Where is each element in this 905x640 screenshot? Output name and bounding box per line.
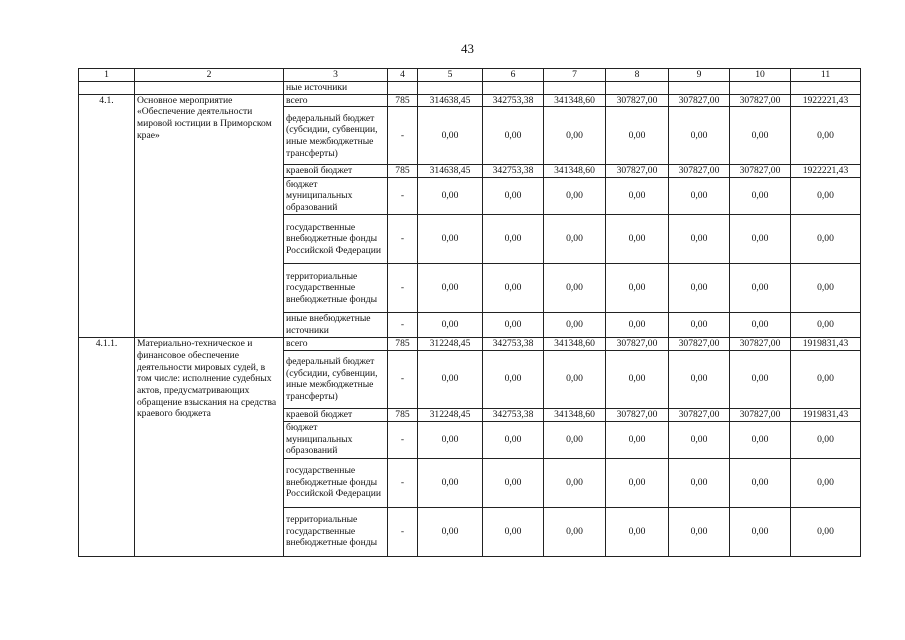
year-amount: 0,00 (730, 215, 791, 264)
total-amount: 1922221,43 (791, 94, 861, 107)
year-amount: 0,00 (483, 421, 544, 458)
year-amount: 0,00 (606, 507, 669, 556)
empty-cell (606, 82, 669, 95)
budget-code: 785 (388, 338, 418, 351)
year-amount: 342753,38 (483, 94, 544, 107)
year-amount: 0,00 (606, 421, 669, 458)
budget-table (78, 68, 861, 557)
year-amount: 342753,38 (483, 165, 544, 178)
year-amount: 0,00 (483, 507, 544, 556)
year-amount: 0,00 (544, 178, 606, 215)
year-amount: 307827,00 (730, 338, 791, 351)
column-number-1: 1 (79, 69, 135, 82)
funding-source: всего (284, 94, 388, 107)
budget-code: 785 (388, 408, 418, 421)
year-amount: 0,00 (730, 458, 791, 507)
year-amount: 312248,45 (418, 408, 483, 421)
total-amount: 0,00 (791, 507, 861, 556)
year-amount: 0,00 (483, 107, 544, 165)
column-number-header-row (79, 69, 861, 82)
budget-code: 785 (388, 165, 418, 178)
budget-code: - (388, 350, 418, 408)
budget-code: - (388, 507, 418, 556)
year-amount: 0,00 (730, 421, 791, 458)
year-amount: 0,00 (669, 313, 730, 338)
year-amount: 0,00 (669, 178, 730, 215)
year-amount: 0,00 (544, 458, 606, 507)
total-amount: 0,00 (791, 458, 861, 507)
year-amount: 0,00 (669, 421, 730, 458)
year-amount: 0,00 (483, 458, 544, 507)
column-number-3: 3 (284, 69, 388, 82)
funding-source: территориальные государственные внебюджетные фонды (284, 507, 388, 556)
year-amount: 312248,45 (418, 338, 483, 351)
empty-cell (791, 82, 861, 95)
year-amount: 0,00 (544, 507, 606, 556)
budget-code: - (388, 313, 418, 338)
column-number-10: 10 (730, 69, 791, 82)
year-amount: 307827,00 (730, 408, 791, 421)
event-code: 4.1.1. (79, 338, 135, 556)
column-number-8: 8 (606, 69, 669, 82)
year-amount: 0,00 (483, 264, 544, 313)
empty-cell (418, 82, 483, 95)
empty-cell (79, 82, 135, 95)
year-amount: 0,00 (418, 178, 483, 215)
year-amount: 0,00 (483, 313, 544, 338)
year-amount: 0,00 (606, 264, 669, 313)
funding-source: территориальные государственные внебюджетные фонды (284, 264, 388, 313)
funding-source: бюджет муниципальных образований (284, 421, 388, 458)
year-amount: 0,00 (730, 264, 791, 313)
column-number-5: 5 (418, 69, 483, 82)
funding-source: всего (284, 338, 388, 351)
year-amount: 0,00 (730, 107, 791, 165)
empty-cell (135, 82, 284, 95)
year-amount: 307827,00 (606, 408, 669, 421)
total-amount: 0,00 (791, 107, 861, 165)
total-amount: 1922221,43 (791, 165, 861, 178)
empty-cell (730, 82, 791, 95)
year-amount: 0,00 (418, 215, 483, 264)
funding-source: федеральный бюджет (субсидии, субвенции, иные межбюджетные трансферты) (284, 107, 388, 165)
year-amount: 0,00 (418, 350, 483, 408)
year-amount: 0,00 (418, 421, 483, 458)
total-amount: 0,00 (791, 421, 861, 458)
year-amount: 307827,00 (606, 94, 669, 107)
empty-cell (544, 82, 606, 95)
year-amount: 0,00 (544, 350, 606, 408)
column-number-4: 4 (388, 69, 418, 82)
column-number-6: 6 (483, 69, 544, 82)
year-amount: 0,00 (730, 350, 791, 408)
event-code: 4.1. (79, 94, 135, 337)
year-amount: 0,00 (544, 264, 606, 313)
year-amount: 0,00 (669, 350, 730, 408)
table-row (79, 94, 861, 107)
year-amount: 0,00 (606, 313, 669, 338)
budget-code: - (388, 215, 418, 264)
year-amount: 0,00 (483, 215, 544, 264)
year-amount: 0,00 (418, 507, 483, 556)
year-amount: 0,00 (544, 421, 606, 458)
year-amount: 342753,38 (483, 338, 544, 351)
year-amount: 307827,00 (669, 94, 730, 107)
total-amount: 0,00 (791, 313, 861, 338)
source-cell: ные источники (284, 82, 388, 95)
budget-code: - (388, 178, 418, 215)
total-amount: 0,00 (791, 264, 861, 313)
year-amount: 0,00 (606, 458, 669, 507)
year-amount: 0,00 (669, 458, 730, 507)
page-number: 43 (461, 41, 474, 56)
total-amount: 1919831,43 (791, 408, 861, 421)
year-amount: 0,00 (730, 178, 791, 215)
year-amount: 341348,60 (544, 94, 606, 107)
year-amount: 0,00 (669, 215, 730, 264)
year-amount: 307827,00 (606, 338, 669, 351)
year-amount: 0,00 (418, 458, 483, 507)
year-amount: 307827,00 (669, 338, 730, 351)
column-number-2: 2 (135, 69, 284, 82)
year-amount: 0,00 (544, 215, 606, 264)
year-amount: 0,00 (669, 107, 730, 165)
column-number-11: 11 (791, 69, 861, 82)
funding-source: краевой бюджет (284, 408, 388, 421)
funding-source: иные внебюджетные источники (284, 313, 388, 338)
empty-cell (483, 82, 544, 95)
funding-source: государственные внебюджетные фонды Российской Федерации (284, 458, 388, 507)
event-name: Основное мероприятие «Обеспечение деятельности мировой юстиции в Приморском крае» (135, 94, 284, 337)
year-amount: 314638,45 (418, 165, 483, 178)
year-amount: 0,00 (544, 107, 606, 165)
year-amount: 307827,00 (606, 165, 669, 178)
year-amount: 0,00 (483, 178, 544, 215)
total-amount: 0,00 (791, 350, 861, 408)
event-name: Материально-техническое и финансовое обеспечение деятельности мировых судей, в том числе: исполнение судебных актов, предусматривающих обращение взыскания на средства краевого бюджета (135, 338, 284, 556)
year-amount: 314638,45 (418, 94, 483, 107)
column-number-7: 7 (544, 69, 606, 82)
column-number-9: 9 (669, 69, 730, 82)
year-amount: 0,00 (544, 313, 606, 338)
year-amount: 0,00 (606, 350, 669, 408)
year-amount: 0,00 (606, 107, 669, 165)
year-amount: 0,00 (669, 264, 730, 313)
table-row (79, 338, 861, 351)
funding-source: государственные внебюджетные фонды Российской Федерации (284, 215, 388, 264)
year-amount: 307827,00 (730, 94, 791, 107)
funding-source: федеральный бюджет (субсидии, субвенции, иные межбюджетные трансферты) (284, 350, 388, 408)
budget-code: - (388, 421, 418, 458)
year-amount: 307827,00 (669, 408, 730, 421)
funding-source: бюджет муниципальных образований (284, 178, 388, 215)
budget-code: - (388, 458, 418, 507)
year-amount: 0,00 (730, 507, 791, 556)
table-body (79, 82, 861, 557)
year-amount: 341348,60 (544, 338, 606, 351)
budget-code: - (388, 107, 418, 165)
year-amount: 341348,60 (544, 165, 606, 178)
funding-source: краевой бюджет (284, 165, 388, 178)
budget-code: - (388, 264, 418, 313)
year-amount: 307827,00 (730, 165, 791, 178)
year-amount: 0,00 (669, 507, 730, 556)
total-amount: 0,00 (791, 178, 861, 215)
empty-cell (669, 82, 730, 95)
year-amount: 0,00 (730, 313, 791, 338)
year-amount: 0,00 (483, 350, 544, 408)
year-amount: 342753,38 (483, 408, 544, 421)
year-amount: 0,00 (606, 178, 669, 215)
continuation-row (79, 82, 861, 95)
year-amount: 0,00 (606, 215, 669, 264)
year-amount: 0,00 (418, 107, 483, 165)
empty-cell (388, 82, 418, 95)
year-amount: 307827,00 (669, 165, 730, 178)
year-amount: 341348,60 (544, 408, 606, 421)
year-amount: 0,00 (418, 313, 483, 338)
budget-code: 785 (388, 94, 418, 107)
year-amount: 0,00 (418, 264, 483, 313)
total-amount: 0,00 (791, 215, 861, 264)
total-amount: 1919831,43 (791, 338, 861, 351)
